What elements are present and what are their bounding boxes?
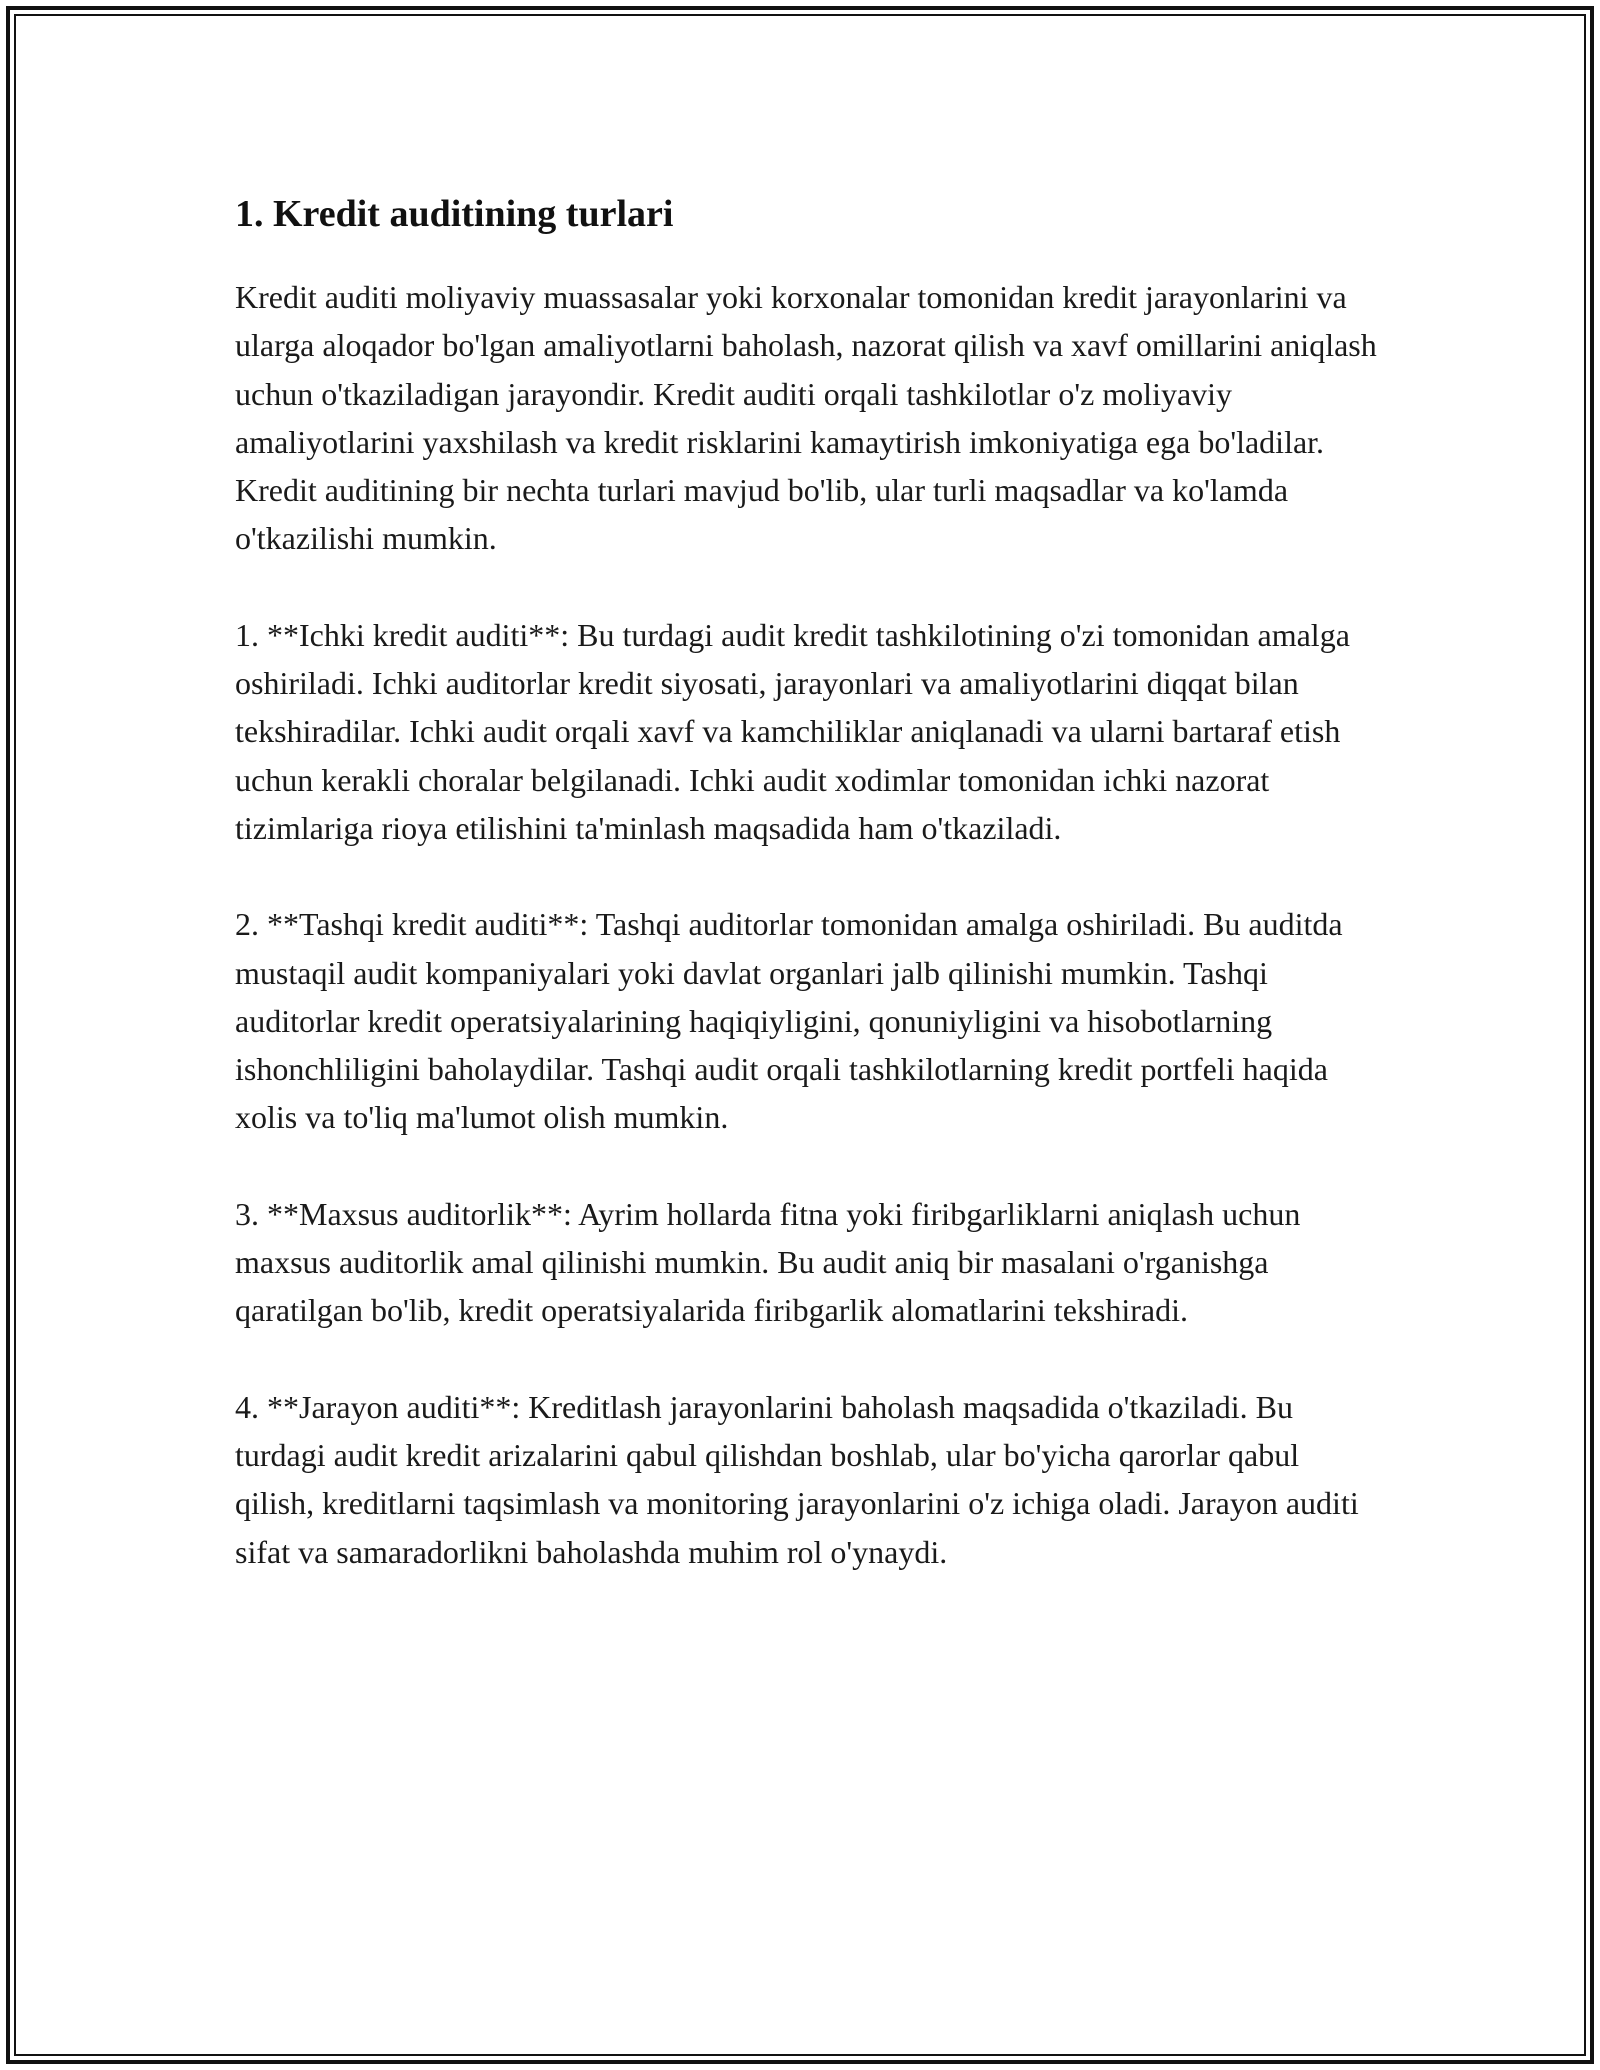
intro-paragraph: Kredit auditi moliyaviy muassasalar yoki korxonalar tomonidan kredit jarayonlarini va ularga aloqador bo'lgan amaliyotlarni baholash, nazorat qilish va xavf omillarini aniqlash uchun o'tkaziladigan jarayondir. Kredit auditi orqali tashkilotlar o'z moliyaviy amaliyotlarini yaxshilash va kredit risklarini kamaytirish imkoniyatiga ega bo'ladilar. Kredit auditining bir nechta turlari mavjud bo'lib, ular turli maqsadlar va ko'lamda o'tkazilishi mumkin.	[235, 279, 1377, 557]
document-body	[235, 185, 1385, 1624]
list-item-process-audit: 4. **Jarayon auditi**: Kreditlash jarayonlarini baholash maqsadida o'tkaziladi. Bu turdagi audit kredit arizalarini qabul qilishdan boshlab, ular bo'yicha qarorlar qabul qilish, kreditlarni taqsimlash va monitoring jarayonlarini o'z ichiga oladi. Jarayon auditi sifat va samaradorlikni baholashda muhim rol o'ynaydi.	[235, 1388, 1359, 1570]
list-item-external-audit: 2. **Tashqi kredit auditi**: Tashqi auditorlar tomonidan amalga oshiriladi. Bu auditda mustaqil audit kompaniyalari yoki davlat organlari jalb qilinishi mumkin. Tashqi auditorlar kredit operatsiyalarining haqiqiyligini, qonuniyligini va hisobotlarning ishonchliligini baholaydilar. Tashqi audit orqali tashkilotlarning kredit portfeli haqida xolis va to'liq ma'lumot olish mumkin.	[235, 906, 1343, 1136]
list-item-internal-audit: 1. **Ichki kredit auditi**: Bu turdagi audit kredit tashkilotining o'zi tomonidan amalga oshiriladi. Ichki auditorlar kredit siyosati, jarayonlari va amaliyotlarini diqqat bilan tekshiradilar. Ichki audit orqali xavf va kamchiliklar aniqlanadi va ularni bartaraf etish uchun kerakli choralar belgilanadi. Ichki audit xodimlar tomonidan ichki nazorat tizimlariga rioya etilishini ta'minlash maqsadida ham o'tkaziladi.	[235, 616, 1350, 846]
section-heading: 1. Kredit auditining turlari	[235, 193, 674, 235]
list-item-special-audit: 3. **Maxsus auditorlik**: Ayrim hollarda fitna yoki firibgarliklarni aniqlash uchun maxsus auditorlik amal qilinishi mumkin. Bu audit aniq bir masalani o'rganishga qaratilgan bo'lib, kredit operatsiyalarida firibgarlik alomatlarini tekshiradi.	[235, 1195, 1301, 1329]
